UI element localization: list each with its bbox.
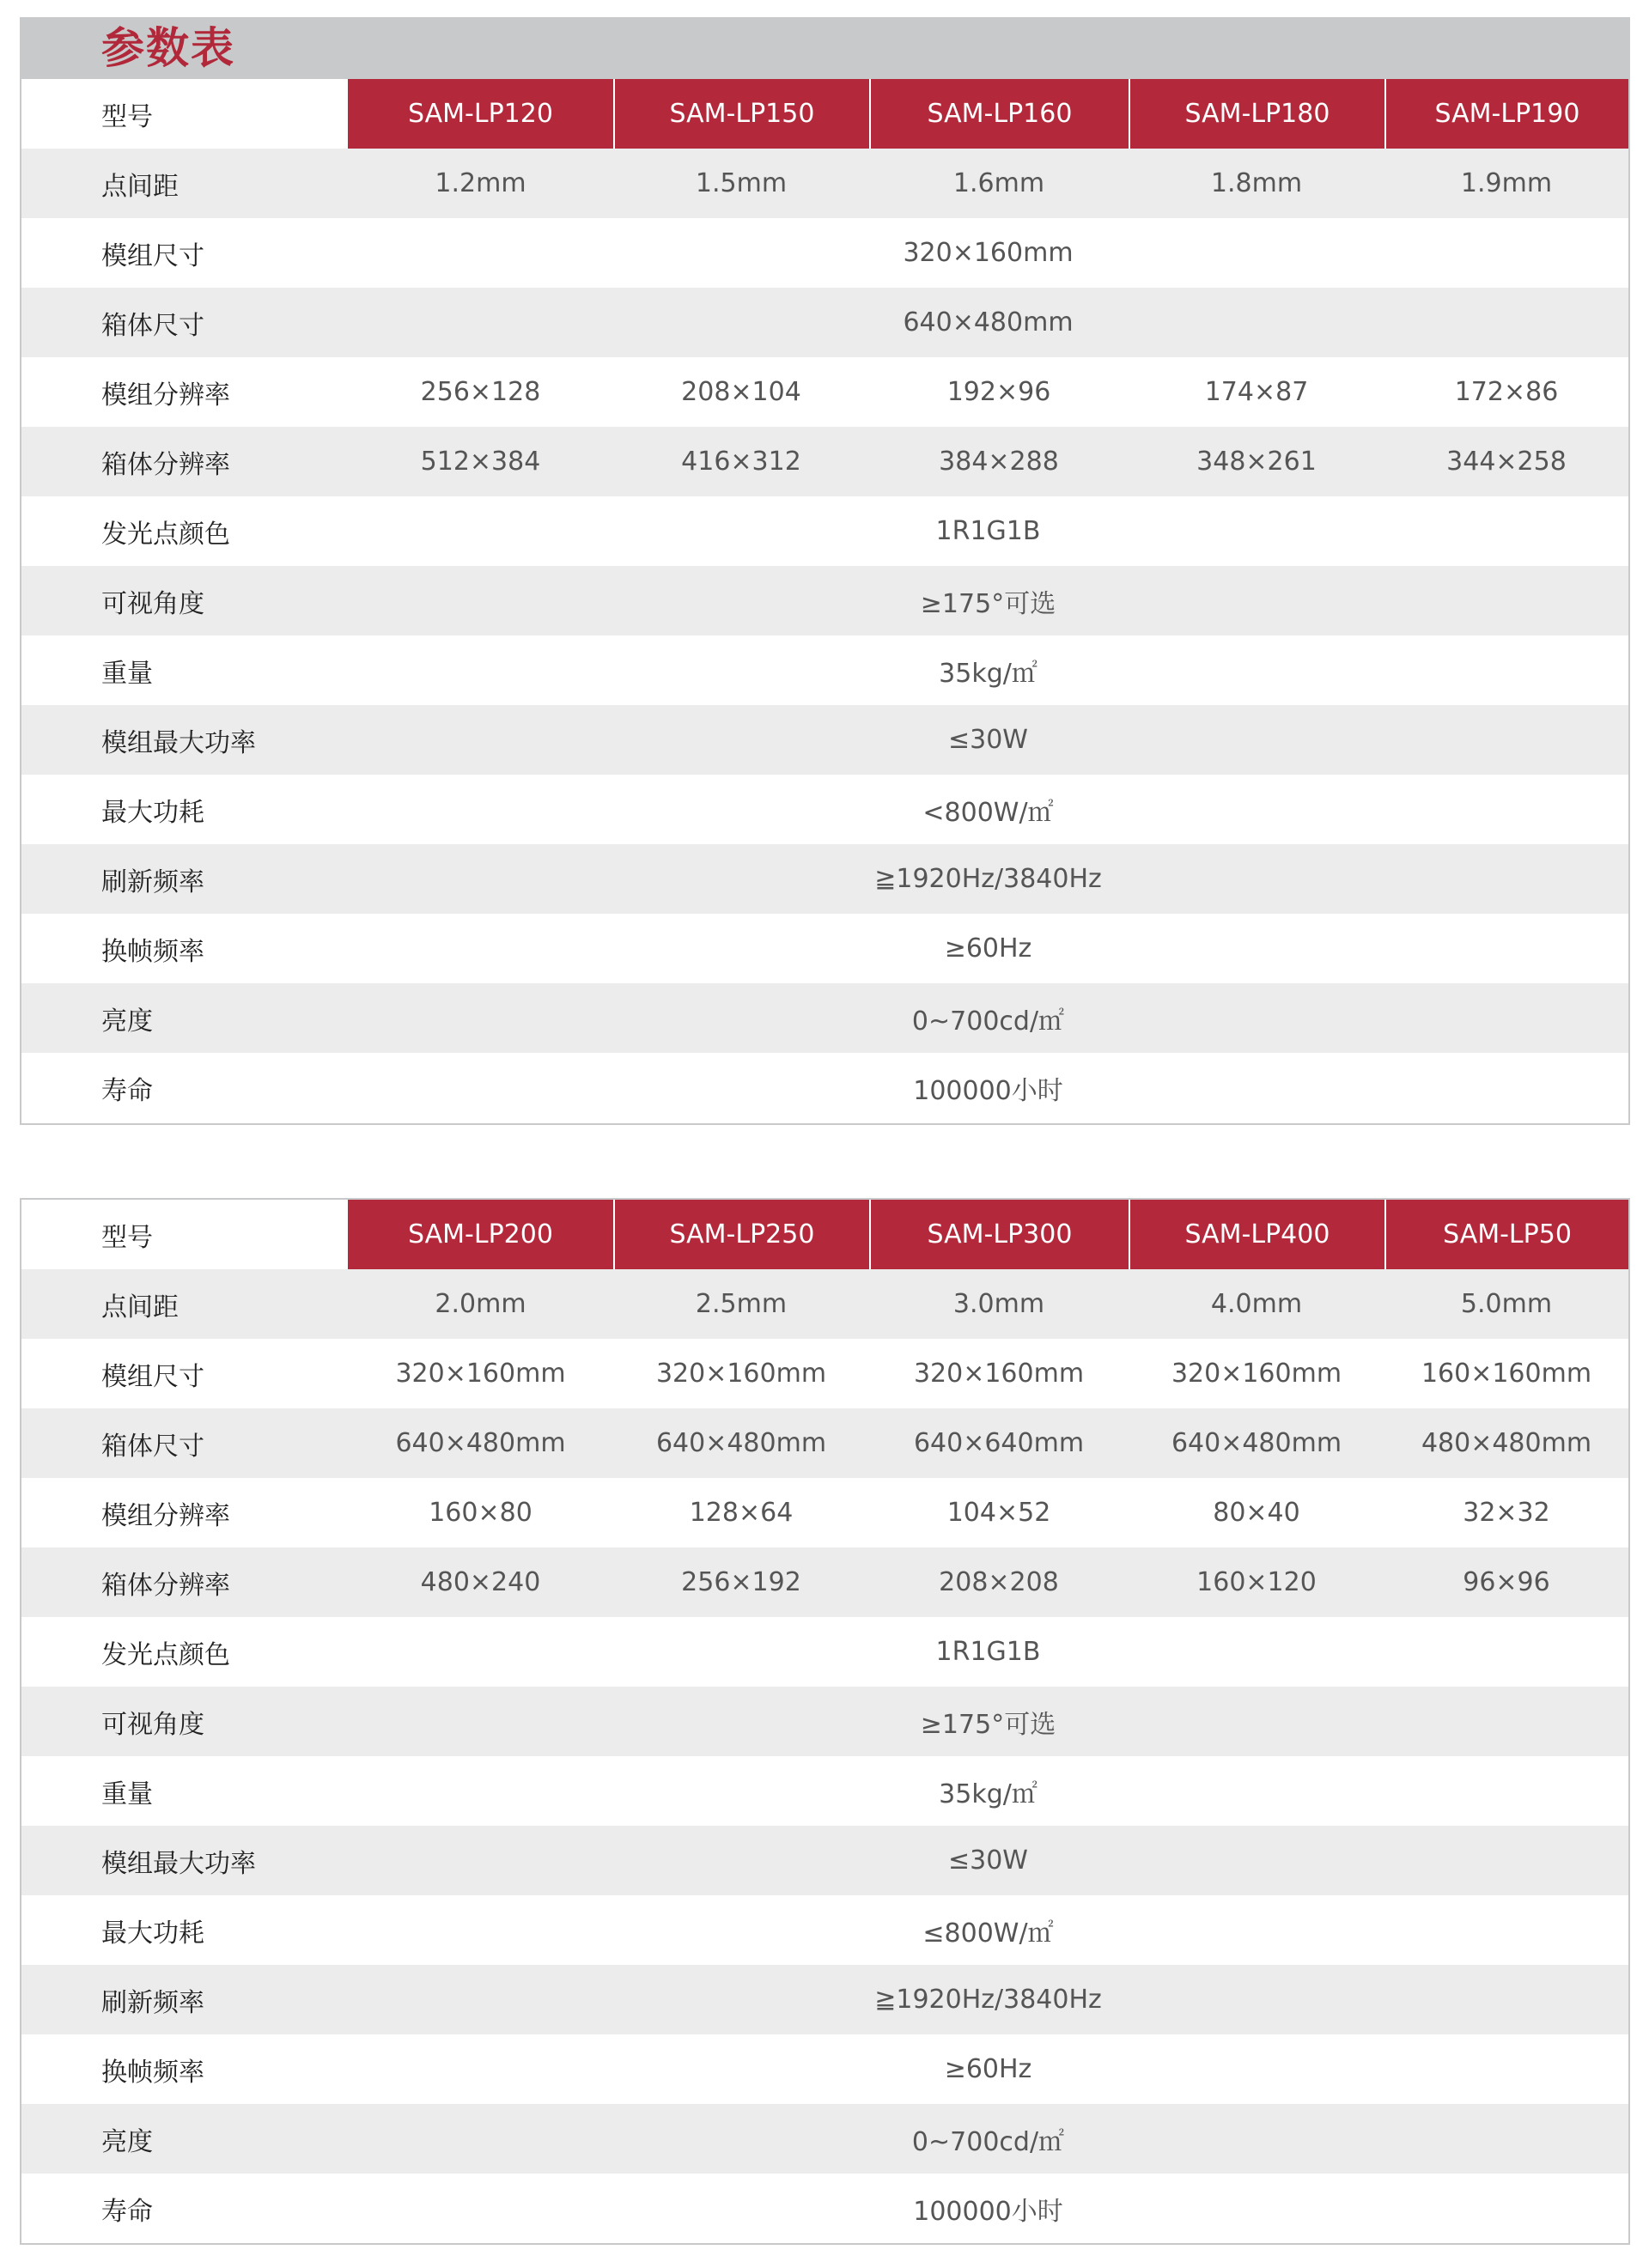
row-label: 模组最大功率 (21, 1826, 348, 1895)
value-cell: 320×160mm (913, 1359, 1085, 1389)
span-value-cell: ≥60Hz (944, 933, 1032, 964)
row-cells (348, 218, 1628, 288)
row-label: 可视角度 (21, 566, 348, 635)
row-label: 箱体分辨率 (21, 427, 348, 496)
row-label: 换帧频率 (21, 2034, 348, 2104)
value-cell: 640×480mm (395, 1428, 566, 1458)
table-row (21, 775, 1628, 844)
row-cells (348, 1895, 1628, 1965)
row-cells (348, 1826, 1628, 1895)
model-header-cell: SAM-LP120 (348, 79, 613, 149)
span-value-cell: 100000小时 (913, 2196, 1063, 2227)
row-cells (348, 1617, 1628, 1687)
row-label: 寿命 (21, 2174, 348, 2243)
table-row (21, 218, 1628, 288)
value-cell: 208×208 (939, 1567, 1059, 1597)
value-cell: 172×86 (1454, 377, 1559, 407)
row-cells (348, 914, 1628, 983)
row-label: 模组尺寸 (21, 1339, 348, 1408)
span-value-cell: 35kg/㎡ (939, 1779, 1037, 1809)
value-cell: 2.5mm (695, 1289, 788, 1319)
value-cell: 320×160mm (395, 1359, 566, 1389)
row-cells (348, 1687, 1628, 1756)
value-cell: 1.5mm (695, 168, 788, 198)
row-cells (348, 1408, 1628, 1478)
row-cells (348, 1339, 1628, 1408)
span-value-cell: 640×480mm (903, 307, 1074, 337)
table-row (21, 1826, 1628, 1895)
span-value-cell: ≥175°可选 (920, 588, 1056, 619)
value-cell: 160×160mm (1421, 1359, 1592, 1389)
value-cell: 1.6mm (952, 168, 1045, 198)
row-cells (348, 1756, 1628, 1826)
row-cells (348, 2104, 1628, 2174)
table-row (21, 2104, 1628, 2174)
table-row (21, 1408, 1628, 1478)
value-cell: 384×288 (939, 447, 1059, 477)
row-label: 点间距 (21, 149, 348, 218)
value-cell: 160×80 (429, 1498, 532, 1528)
value-cell: 3.0mm (952, 1289, 1045, 1319)
row-label: 模组尺寸 (21, 218, 348, 288)
row-label: 模组最大功率 (21, 705, 348, 775)
span-value-cell: 35kg/㎡ (939, 658, 1037, 689)
row-label: 发光点颜色 (21, 1617, 348, 1687)
row-cells (348, 566, 1628, 635)
row-label: 模组分辨率 (21, 357, 348, 427)
table-row (21, 1478, 1628, 1547)
row-cells (348, 635, 1628, 705)
value-cell: 640×480mm (1171, 1428, 1342, 1458)
model-header-cell: SAM-LP190 (1384, 79, 1628, 149)
row-label: 点间距 (21, 1269, 348, 1339)
span-value-cell: ≤30W (948, 725, 1028, 755)
value-cell: 256×192 (681, 1567, 801, 1597)
value-cell: 348×261 (1196, 447, 1317, 477)
value-cell: 96×96 (1463, 1567, 1550, 1597)
value-cell: 344×258 (1446, 447, 1567, 477)
row-cells (348, 983, 1628, 1053)
value-cell: 1.9mm (1460, 168, 1553, 198)
header-row (21, 79, 1628, 149)
value-cell: 320×160mm (655, 1359, 827, 1389)
value-cell: 208×104 (681, 377, 801, 407)
model-header-cell: SAM-LP300 (869, 1200, 1129, 1269)
row-cells (348, 496, 1628, 566)
table-row (21, 1895, 1628, 1965)
row-cells (348, 1269, 1628, 1339)
table-row (21, 844, 1628, 914)
row-label: 发光点颜色 (21, 496, 348, 566)
value-cell: 160×120 (1196, 1567, 1317, 1597)
value-cell: 104×52 (946, 1498, 1051, 1528)
row-cells (348, 2174, 1628, 2243)
table-row (21, 149, 1628, 218)
table-row (21, 635, 1628, 705)
table-row (21, 1053, 1628, 1122)
row-label: 寿命 (21, 1053, 348, 1122)
table-row (21, 1547, 1628, 1617)
row-label: 亮度 (21, 983, 348, 1053)
model-header-cell: SAM-LP200 (348, 1200, 613, 1269)
row-label: 重量 (21, 635, 348, 705)
row-label: 箱体分辨率 (21, 1547, 348, 1617)
value-cell: 32×32 (1463, 1498, 1550, 1528)
model-header-cell: SAM-LP400 (1129, 1200, 1384, 1269)
row-label: 箱体尺寸 (21, 1408, 348, 1478)
value-cell: 80×40 (1213, 1498, 1300, 1528)
value-cell: 640×640mm (913, 1428, 1085, 1458)
table-row (21, 2174, 1628, 2243)
table-row (21, 1687, 1628, 1756)
span-value-cell: 100000小时 (913, 1075, 1063, 1106)
header-label: 型号 (21, 79, 348, 149)
spec-table-1 (20, 79, 1630, 1125)
model-header-cell: SAM-LP250 (613, 1200, 869, 1269)
span-value-cell: ≤800W/㎡ (922, 1918, 1054, 1949)
value-cell: 1.8mm (1210, 168, 1303, 198)
row-label: 模组分辨率 (21, 1478, 348, 1547)
value-cell: 174×87 (1204, 377, 1309, 407)
table-row (21, 1756, 1628, 1826)
row-cells (348, 1965, 1628, 2034)
table-row (21, 914, 1628, 983)
row-cells (348, 844, 1628, 914)
table-row (21, 1617, 1628, 1687)
value-cell: 128×64 (689, 1498, 794, 1528)
row-cells (348, 775, 1628, 844)
table-row (21, 1965, 1628, 2034)
row-cells (348, 1547, 1628, 1617)
value-cell: 416×312 (681, 447, 801, 477)
span-value-cell: 1R1G1B (935, 516, 1041, 546)
span-value-cell: ≧1920Hz/3840Hz (874, 1985, 1102, 2015)
row-label: 亮度 (21, 2104, 348, 2174)
row-cells (348, 1053, 1628, 1122)
value-cell: 192×96 (946, 377, 1051, 407)
row-cells (348, 357, 1628, 427)
table-row (21, 496, 1628, 566)
value-cell: 1.2mm (435, 168, 526, 198)
row-cells (348, 705, 1628, 775)
spec-table-2 (20, 1198, 1630, 2245)
row-label: 换帧频率 (21, 914, 348, 983)
table-row (21, 288, 1628, 357)
span-value-cell: 1R1G1B (935, 1637, 1041, 1667)
span-value-cell: <800W/㎡ (922, 797, 1054, 828)
row-label: 刷新频率 (21, 1965, 348, 2034)
row-label: 重量 (21, 1756, 348, 1826)
table-row (21, 2034, 1628, 2104)
table-row (21, 357, 1628, 427)
header-cells (348, 79, 1628, 149)
value-cell: 256×128 (420, 377, 541, 407)
title-bar (20, 17, 1630, 79)
row-cells (348, 288, 1628, 357)
span-value-cell: ≥175°可选 (920, 1709, 1056, 1740)
header-label: 型号 (21, 1200, 348, 1269)
span-value-cell: ≧1920Hz/3840Hz (874, 864, 1102, 894)
span-value-cell: 0~700cd/㎡ (911, 1006, 1065, 1037)
table-row (21, 705, 1628, 775)
row-cells (348, 1478, 1628, 1547)
header-cells (348, 1200, 1628, 1269)
value-cell: 512×384 (420, 447, 541, 477)
span-value-cell: 320×160mm (903, 238, 1074, 268)
value-cell: 5.0mm (1460, 1289, 1553, 1319)
value-cell: 320×160mm (1171, 1359, 1342, 1389)
header-row (21, 1200, 1628, 1269)
row-label: 最大功耗 (21, 1895, 348, 1965)
model-header-cell: SAM-LP160 (869, 79, 1129, 149)
span-value-cell: ≥60Hz (944, 2054, 1032, 2084)
span-value-cell: ≤30W (948, 1845, 1028, 1876)
table-row (21, 983, 1628, 1053)
page-title: 参数表 (101, 23, 235, 73)
model-header-cell: SAM-LP150 (613, 79, 869, 149)
table-row (21, 427, 1628, 496)
row-label: 可视角度 (21, 1687, 348, 1756)
model-header-cell: SAM-LP180 (1129, 79, 1384, 149)
row-label: 箱体尺寸 (21, 288, 348, 357)
value-cell: 4.0mm (1210, 1289, 1303, 1319)
table-row (21, 1339, 1628, 1408)
value-cell: 480×240 (420, 1567, 541, 1597)
row-cells (348, 2034, 1628, 2104)
model-header-cell: SAM-LP50 (1384, 1200, 1628, 1269)
value-cell: 640×480mm (655, 1428, 827, 1458)
row-label: 最大功耗 (21, 775, 348, 844)
value-cell: 480×480mm (1421, 1428, 1592, 1458)
table-row (21, 1269, 1628, 1339)
row-cells (348, 427, 1628, 496)
row-label: 刷新频率 (21, 844, 348, 914)
value-cell: 2.0mm (435, 1289, 526, 1319)
span-value-cell: 0~700cd/㎡ (911, 2126, 1065, 2157)
table-row (21, 566, 1628, 635)
row-cells (348, 149, 1628, 218)
